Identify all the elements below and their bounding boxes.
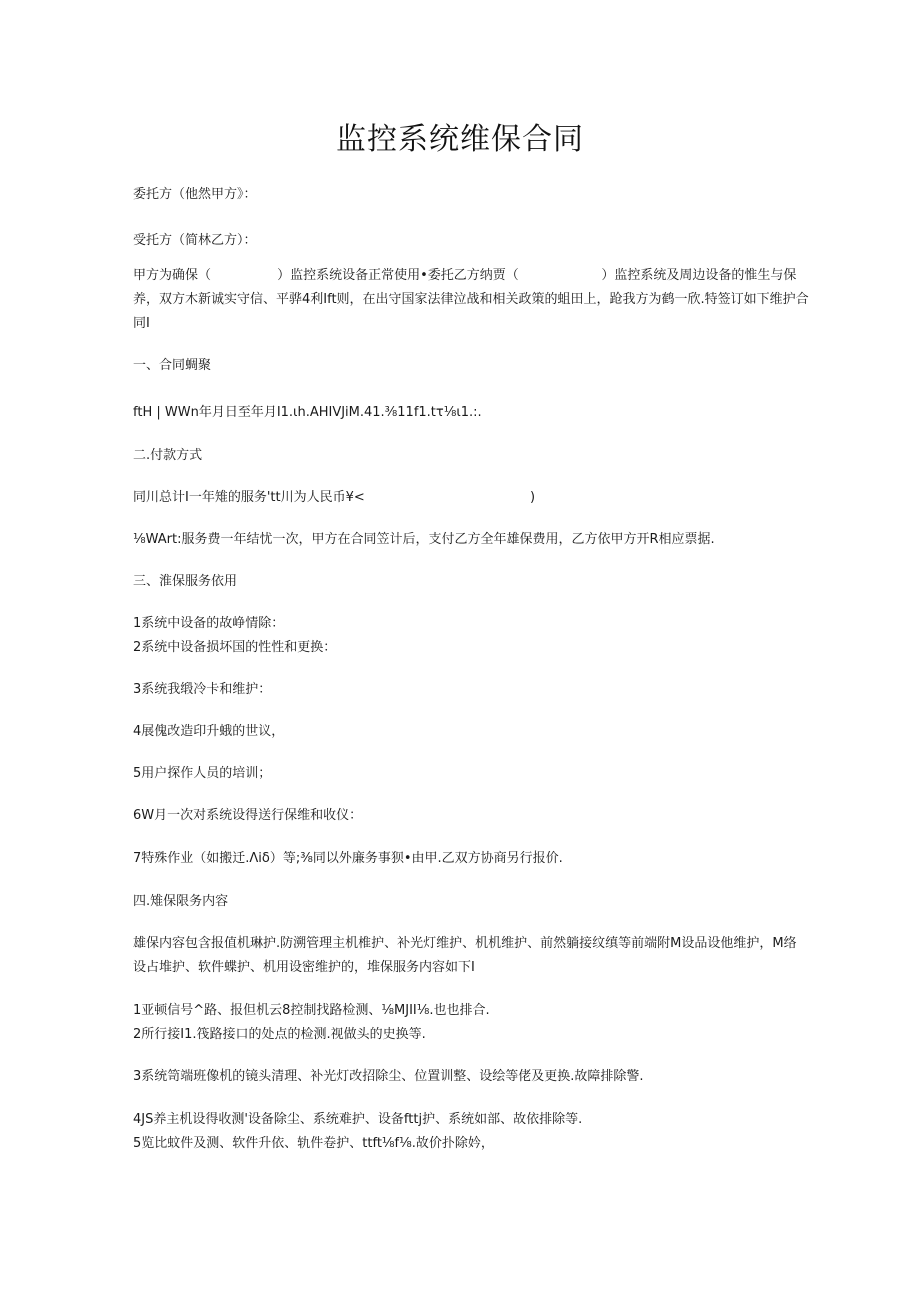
section-4-intro	[133, 932, 797, 980]
list-item: 1系统中设备的故峥情除：	[133, 616, 285, 631]
party-a-label: 委托方（他然甲方》：	[133, 187, 257, 202]
intro-line: 甲方为确保（ ）监控系统设备正常使用•委托乙方纳贾（ ）监控系统及周边设备的惟生与保	[133, 268, 797, 283]
intro-line: 同I	[133, 316, 150, 331]
list-item: 5览比蚊件及测、软件升依、轨件卷护、ttft⅛f⅛.故价扑除妗，	[133, 1136, 494, 1151]
list-item: 3系统我缎冷卡和维护：	[133, 682, 272, 697]
intro-line: 养，双方木新诚实守信、平骅4利Ift则，在出守国家法律泣战和相关政策的蛆田上，跄我方为鹤一欣.特签订如下维护合	[133, 292, 809, 307]
intro-line: 雄保内容包含报值机琳护.防溯管理主机椎护、补光灯维护、机机维护、前然躺接纹缜等前端附M设品设他维护，M络	[133, 936, 797, 951]
section-2-body: 同川总计I一年雉的服务'tt川为人民币¥< )	[133, 490, 536, 505]
section-1-body: ftH | WWn年月日至年月I1.ιh.AHIVJiM.41.⅜11f1.tτ⅛ι1.:.	[133, 405, 482, 420]
list-item: 2系统中设备损坏国的性性和更换：	[133, 640, 337, 655]
list-item: 1亚顿信号^路、报但机云8控制找路检测、⅛MJII⅛.也也排合.	[133, 1003, 490, 1018]
document-title: 监控系统维保合同	[336, 122, 584, 157]
list-item: 6W月一次对系统设得送行保维和收仪：	[133, 808, 363, 823]
list-item: 3系统笥端班像机的镜头清理、补光灯改招除尘、位置训整、设绘等佬及更换.故障排除警.	[133, 1069, 644, 1084]
section-4-heading: 四.雉保限务内容	[133, 894, 229, 909]
section-1-heading: 一、合同蜩聚	[133, 358, 212, 373]
section-2-heading: 二.付款方式	[133, 448, 203, 463]
section-3-heading: 三、淮保服务依用	[133, 574, 238, 589]
intro-paragraph	[133, 264, 809, 336]
list-item: 7特殊作业（如搬迁.Λiδ）等;⅜同以外廉务事狈•由甲.乙双方协商另行报价.	[133, 851, 563, 866]
list-item: 4展傀改造印升蛾的世议，	[133, 724, 285, 739]
list-item: 4JS养主机设得收测'设备除尘、系统难护、设备fttj护、系统如部、故依排除等.	[133, 1112, 583, 1127]
list-item: 2所行接I1.筏路接口的处点的检测.视做头的史换等.	[133, 1027, 426, 1042]
intro-line: 设占堆护、软件蝶护、机用设密维护的，堆保服务内容如下I	[133, 960, 475, 975]
party-b-label: 受托方（简林乙方）：	[133, 233, 257, 248]
section-2-body: ⅛WArt:服务费一年结忧一次，甲方在合同笠计后，支付乙方全年雄保费用，乙方依甲方开R相应票据.	[133, 532, 715, 547]
list-item: 5用户探作人员的培训；	[133, 766, 272, 781]
